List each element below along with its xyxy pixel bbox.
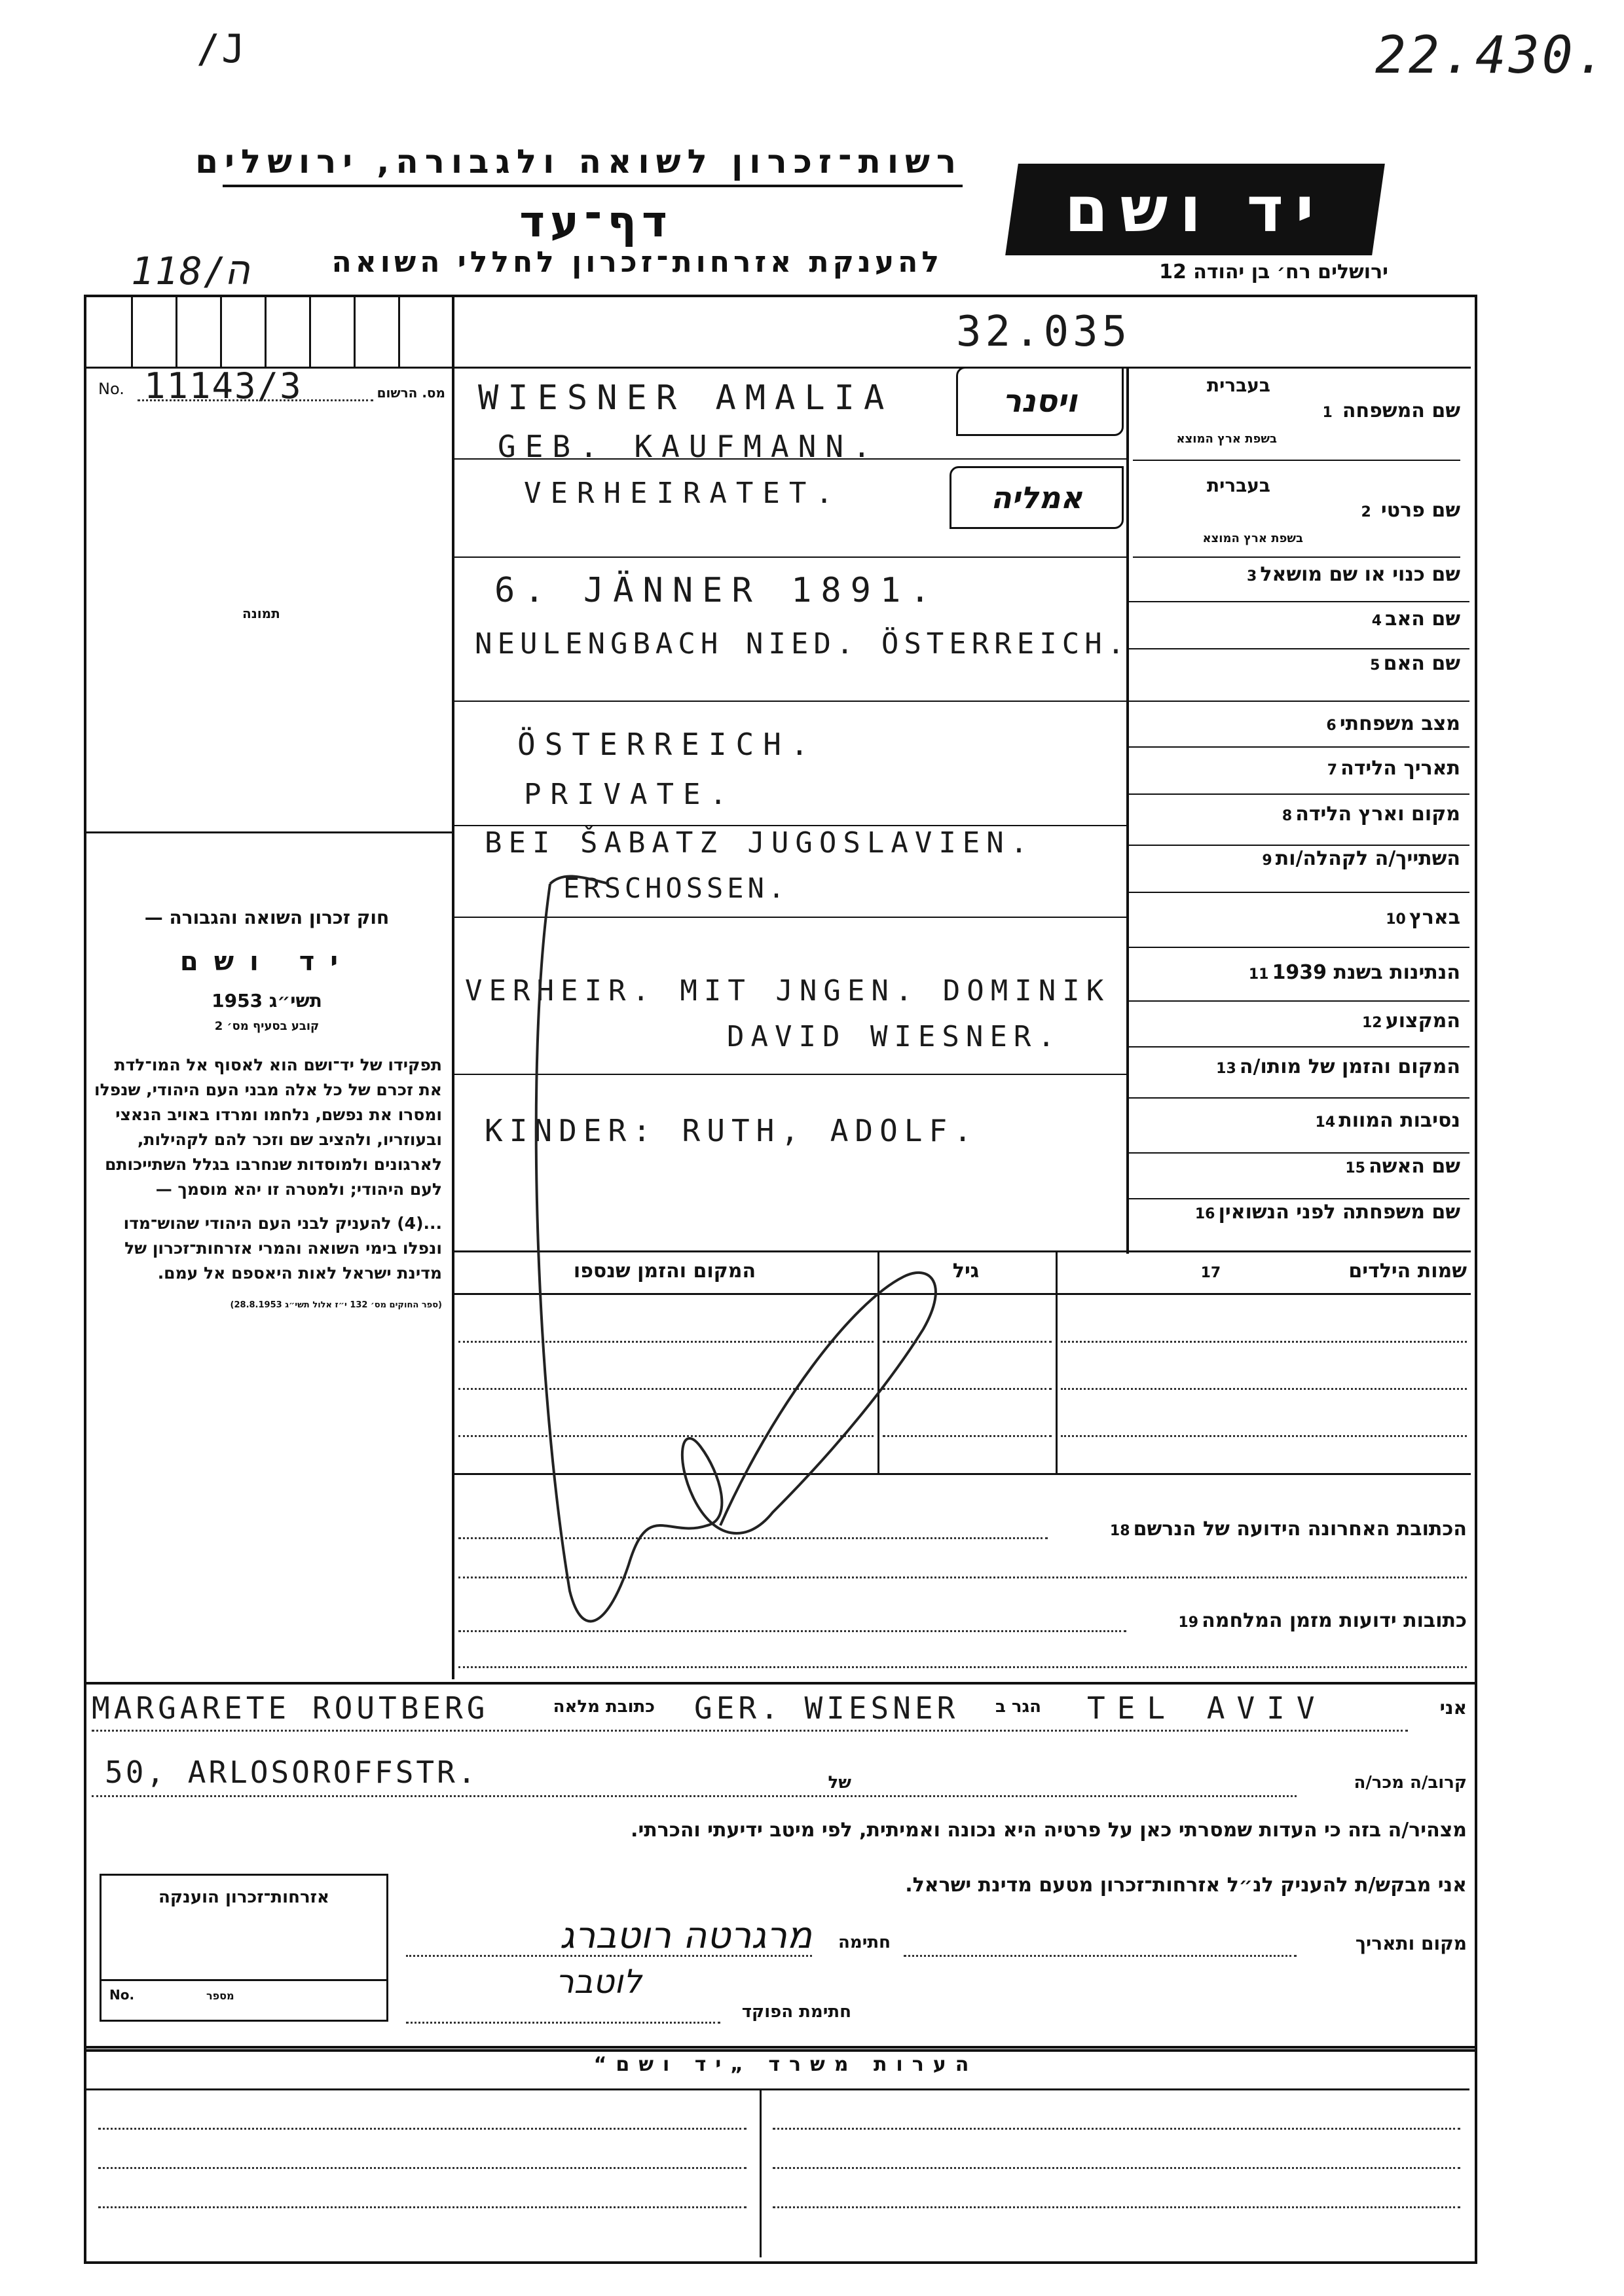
resides-label: הגר ב <box>995 1697 1041 1717</box>
relative-label: קרוב/ה מכר/ה <box>1354 1773 1467 1793</box>
law-text-2: ...(4) להעניק לבני העם היהודי שהוש־מדו ונפלו בימי השואה והמרי אזרחות־זכרון של מדינת ישראל לאות היאספם אל עמם. <box>123 1214 442 1283</box>
field-12-label: המקצוע <box>1385 1010 1460 1032</box>
declaration-statement: מצהיר/ה בזה כי העדות שמסרתי כאן על פרטיה היא נכונה ואמיתית, לפי מיטב ידיעתי והכרתי. <box>631 1819 1467 1842</box>
no-value: 11143/3 <box>144 365 303 407</box>
i-label: אני <box>1439 1697 1467 1719</box>
field-10-num: 10 <box>1386 911 1406 928</box>
photo-label: תמונה <box>242 606 280 621</box>
col-children-age: גיל <box>952 1260 980 1283</box>
field-10-label: בארץ <box>1409 906 1460 929</box>
field-2-hebrew-note: בעברית <box>1206 475 1270 496</box>
col-children-place: המקום והזמן שנספו <box>573 1260 756 1283</box>
field-1-label: שם המשפחה <box>1342 399 1460 422</box>
field-14-label: נסיבות המוות <box>1338 1109 1460 1132</box>
full-address-label: כתובת מלאה <box>553 1697 655 1717</box>
law-year: תשי״ג 1953 <box>212 990 322 1011</box>
field-2 <box>1361 499 1461 522</box>
children-header-names <box>1061 1260 1467 1283</box>
field-11-num: 11 <box>1248 966 1269 983</box>
declarant-name: MARGARETE ROUTBERG <box>92 1690 489 1726</box>
declarant-city: TEL AVIV <box>1087 1690 1327 1726</box>
signature-label: חתימה <box>838 1933 891 1952</box>
field-17-num: 17 <box>1200 1265 1221 1281</box>
citizenship-title: אזרחות־זכרון הוענקה <box>158 1887 329 1907</box>
official-mark: לוטבר <box>555 1963 642 2001</box>
field-1-hebrew-note: בעברית <box>1206 374 1270 396</box>
field-1 <box>1322 399 1460 422</box>
entry-firstname-hebrew: אמליה <box>991 480 1082 515</box>
firstname-hebrew-box <box>950 466 1124 529</box>
law-name: יד ושם <box>179 947 354 977</box>
entry-children: KINDER: RUTH, ADOLF. <box>485 1113 978 1148</box>
field-2-origin-note: בשפת ארץ המוצא <box>1202 532 1303 545</box>
declarant-street: 50, ARLOSOROFFSTR. <box>105 1755 479 1790</box>
of-label: של <box>828 1773 851 1793</box>
law-source: (ספר החוקים מס׳ 132 י״ז אלול תשי״ג 28.8.1953) <box>230 1300 442 1310</box>
field-13-num: 13 <box>1216 1061 1236 1077</box>
entry-maiden-name: GEB. KAUFMANN. <box>498 429 880 464</box>
field-3-num: 3 <box>1246 568 1257 585</box>
office-notes-title: הערות משרד „יד ושם“ <box>593 2053 978 2076</box>
field-7-num: 7 <box>1327 762 1338 778</box>
form-title: דף־עד <box>519 196 673 247</box>
field-5-num: 5 <box>1370 657 1380 674</box>
law-text-1: תפקידו של יד־ושם הוא לאסוף אל המו־לדת את זכרם של כל אלה מבני העם היהודי, שנפלו ומסרו את נפשם, נלחמו ומרדו באויב הנאצי ובעוזריו, ולהציב שם וזכר להם לקהילות, לארגונים ולמוסדות שנחרבו בגלל השתייכותם לעם היהודי; ולמטרה זו יהא מוסמך — <box>94 1055 442 1199</box>
field-5-label: שם האם <box>1383 652 1460 675</box>
field-18-num: 18 <box>1109 1523 1130 1539</box>
signature-value: מרגרטה רוטברג <box>559 1914 812 1957</box>
authority-title: רשות־זכרון לשואה ולגבורה, ירושלים <box>223 143 963 187</box>
top-number: 32.035 <box>956 308 1132 356</box>
entry-country: ÖSTERREICH. <box>517 727 818 762</box>
entry-death-cause: ERSCHOSSEN. <box>563 872 789 904</box>
entry-birthplace: NEULENGBACH NIED. ÖSTERREICH. <box>475 627 1130 661</box>
declarant-maiden-name: GER. WIESNER <box>694 1690 959 1726</box>
entry-death-place: BEI ŠABATZ JUGOSLAVIEN. <box>485 826 1035 860</box>
field-2-num: 2 <box>1361 504 1371 520</box>
field-6-label: מצב משפחתי <box>1339 712 1460 735</box>
field-19-num: 19 <box>1178 1614 1199 1631</box>
form-subtitle: להענקת אזרחות־זכרון לחללי השואה <box>331 246 943 279</box>
citizenship-no-label: No. <box>109 1987 135 2003</box>
field-8-num: 8 <box>1282 808 1293 824</box>
field-18-label: הכתובת האחרונה הידועה של הנרשם <box>1133 1518 1467 1540</box>
field-3-label: שם כנוי או שם מושאל <box>1260 563 1460 586</box>
field-13-label: המקום והזמן של מותו/ה <box>1239 1055 1460 1078</box>
official-signature-label: חתימת הפוקד <box>741 2002 851 2022</box>
field-8-label: מקום וארץ הלידה <box>1295 803 1460 826</box>
entry-spouse-line2: DAVID WIESNER. <box>727 1020 1061 1053</box>
declaration-request: אני מבקש/ת להעניק לנ״ל אזרחות־זכרון מטעם מדינת ישראל. <box>905 1874 1467 1897</box>
field-16-num: 16 <box>1194 1206 1215 1222</box>
logo-address: ירושלים רח׳ בן יהודה 12 <box>1159 261 1388 283</box>
field-19-label: כתובות ידועות מזמן המלחמה <box>1202 1609 1467 1632</box>
field-7-label: תאריך הלידה <box>1340 757 1460 780</box>
field-16-label: שם משפחתה לפני הנשואין <box>1218 1201 1460 1224</box>
law-clause: קובע בסעיף מס׳ 2 <box>214 1019 320 1033</box>
field-9-label: השתייך/ה לקהלה/ות <box>1275 847 1460 870</box>
surname-hebrew-box <box>956 367 1124 436</box>
entry-profession: PRIVATE. <box>524 778 736 811</box>
law-box <box>92 907 442 1310</box>
document-number: 22.430. <box>1375 26 1609 85</box>
field-1-origin-note: בשפת ארץ המוצא <box>1176 432 1277 446</box>
yad-vashem-logo <box>1005 164 1385 255</box>
office-notes-frame <box>84 2046 1477 2264</box>
field-1-num: 1 <box>1322 405 1333 421</box>
field-12-num: 12 <box>1362 1015 1382 1031</box>
no-label: No. <box>98 380 124 398</box>
citizenship-number-label: מספר <box>206 1990 234 2002</box>
place-date-label: מקום ותאריך <box>1355 1933 1467 1954</box>
entry-status-line: VERHEIRATET. <box>524 477 842 510</box>
law-title: חוק זכרון השואה והגבורה — <box>144 907 390 928</box>
field-14-num: 14 <box>1315 1114 1336 1131</box>
field-6-num: 6 <box>1326 718 1337 734</box>
entry-birthdate: 6. JÄNNER 1891. <box>494 571 940 610</box>
entry-surname-hebrew: ויסנר <box>1003 383 1077 420</box>
reg-label: מס. הרשום <box>377 385 445 401</box>
entry-spouse-line1: VERHEIR. MIT JNGEN. DOMINIK <box>465 974 1111 1008</box>
field-11-label: הנתינות בשנת 1939 <box>1272 961 1460 984</box>
field-2-label: שם פרטי <box>1380 499 1460 522</box>
field-4-label: שם האב <box>1385 608 1460 630</box>
crossout-scribble <box>524 871 1080 1643</box>
corner-mark: /J <box>196 26 247 72</box>
logo-text: יד ושם <box>1064 173 1326 246</box>
entry-surname: WIESNER AMALIA <box>478 378 894 418</box>
field-9-num: 9 <box>1262 852 1272 869</box>
field-15-label: שם האשה <box>1369 1155 1460 1178</box>
citizenship-box <box>100 1874 388 2022</box>
col-children-names: שמות הילדים <box>1348 1260 1467 1283</box>
field-4-num: 4 <box>1371 613 1382 629</box>
field-15-num: 15 <box>1345 1160 1365 1176</box>
handwritten-code: 118/ה <box>131 249 252 293</box>
